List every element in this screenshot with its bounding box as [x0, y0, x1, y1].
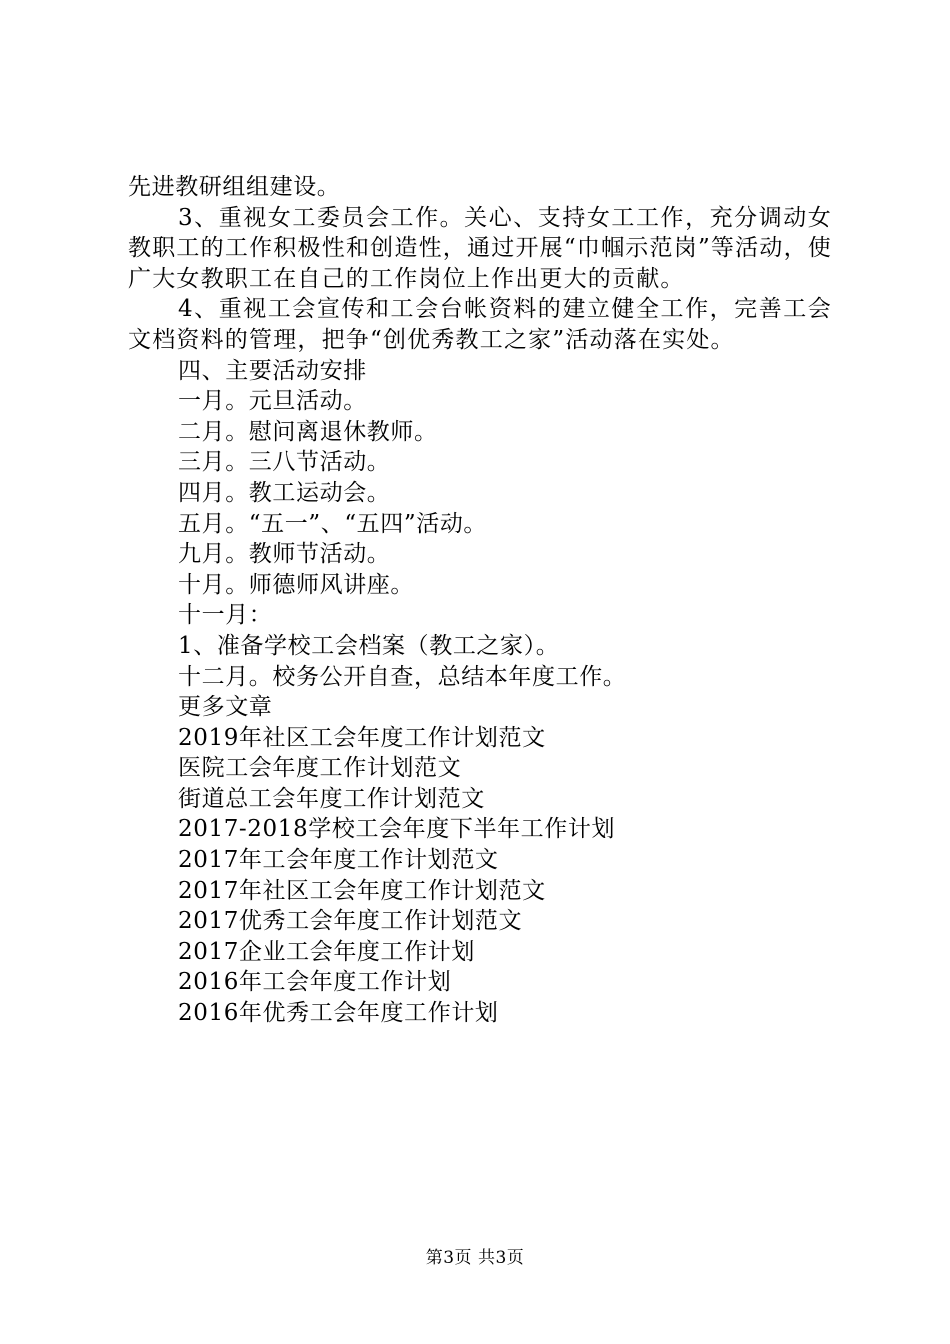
article-link[interactable]: 2017-2018学校工会年度下半年工作计划: [178, 816, 616, 843]
article-link[interactable]: 2017优秀工会年度工作计划范文: [178, 908, 523, 935]
article-link[interactable]: 2016年优秀工会年度工作计划: [178, 1000, 499, 1027]
text-line: 先进教研组组建设。: [128, 174, 341, 200]
schedule-april: 四月。教工运动会。: [178, 479, 391, 506]
schedule-september: 九月。教师节活动。: [178, 541, 391, 568]
article-link[interactable]: 2017企业工会年度工作计划: [178, 938, 475, 965]
schedule-november: 十一月：: [178, 602, 273, 629]
schedule-march: 三月。三八节活动。: [178, 449, 391, 476]
paragraph-publicity: 4、重视工会宣传和工会台帐资料的建立健全工作，完善工会文档资料的管理，把争“创优秀教工之家”活动落在实处。: [128, 296, 832, 353]
schedule-december: 十二月。校务公开自查，总结本年度工作。: [178, 663, 627, 690]
article-link[interactable]: 2016年工会年度工作计划: [178, 969, 452, 996]
article-link[interactable]: 街道总工会年度工作计划范文: [178, 785, 485, 812]
paragraph-women-workers: 3、重视女工委员会工作。关心、支持女工工作，充分调动女教职工的工作积极性和创造性，通过开展“巾帼示范岗”等活动，使广大女教职工在自己的工作岗位上作出更大的贡献。: [128, 204, 832, 292]
article-link[interactable]: 2019年社区工会年度工作计划范文: [178, 724, 546, 751]
more-articles-list: [128, 723, 832, 1029]
more-articles-heading: 更多文章: [178, 694, 273, 721]
schedule-january: 一月。元旦活动。: [178, 388, 367, 415]
article-link[interactable]: 2017年工会年度工作计划范文: [178, 847, 499, 874]
article-link[interactable]: 医院工会年度工作计划范文: [178, 755, 462, 782]
schedule-october: 十月。师德师风讲座。: [178, 571, 414, 598]
schedule-february: 二月。慰问离退休教师。: [178, 418, 438, 445]
article-link[interactable]: 2017年社区工会年度工作计划范文: [178, 877, 546, 904]
section-heading: 四、主要活动安排: [178, 357, 367, 384]
schedule-may: 五月。“五一”、“五四”活动。: [178, 510, 488, 537]
document-body: [128, 172, 832, 1029]
schedule-november-item: 1、准备学校工会档案（教工之家）。: [178, 632, 560, 659]
page-number-footer: 第3页 共3页: [425, 1248, 525, 1268]
